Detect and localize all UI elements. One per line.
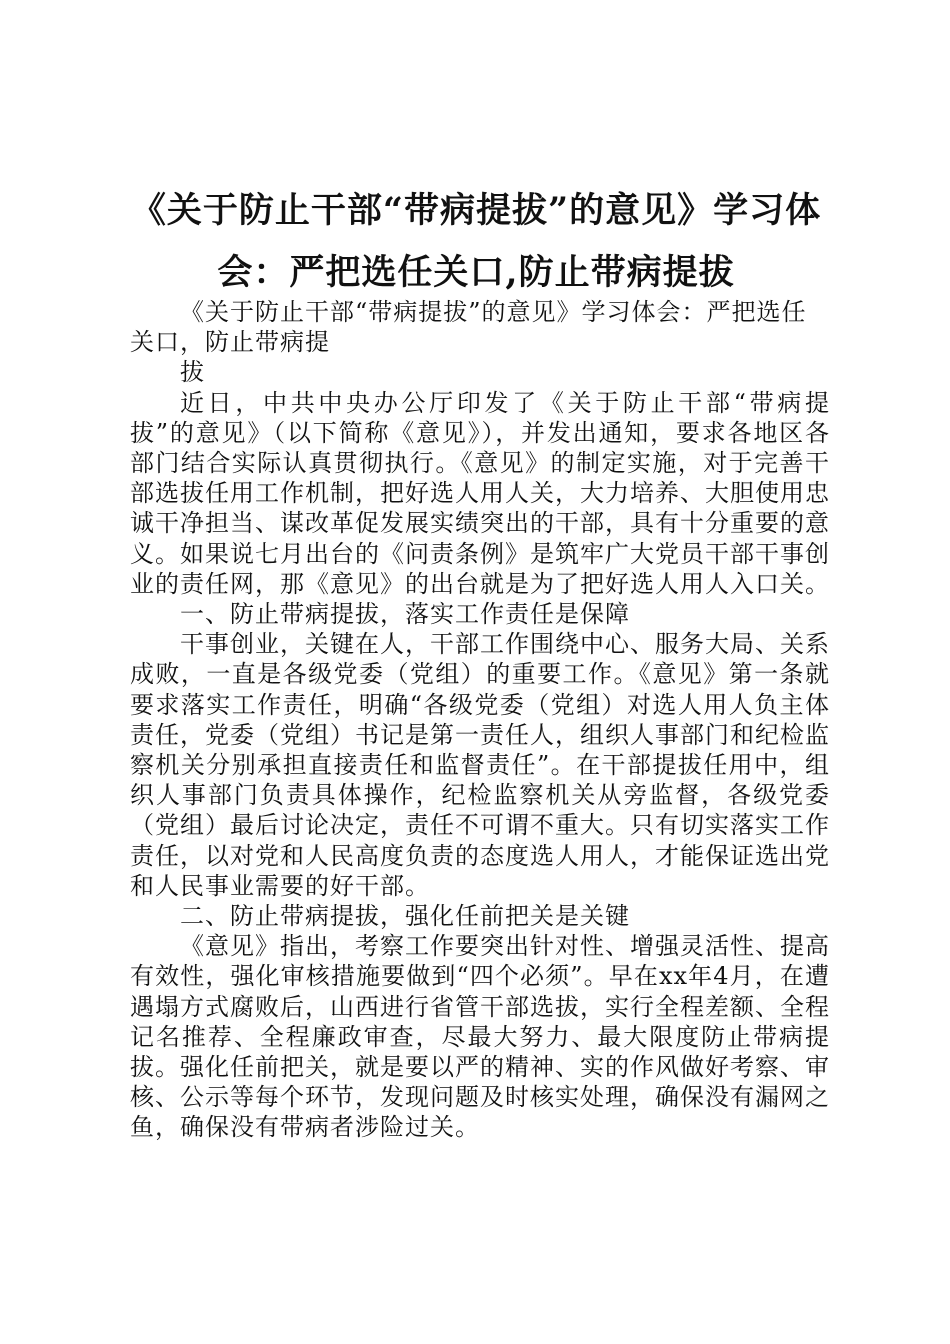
intro-paragraph: 近日，中共中央办公厅印发了《关于防止干部“带病提拔”的意见》（以下简称《意见》），并发出通知，要求各地区各部门结合实际认真贯彻执行。《意见》的制定实施，对于完善干部选拔任用工作机制，把好选人用人关，大力培养、大胆使用忠诚干净担当、谋改革促发展实绩突出的干部，具有十分重要的意义。如果说七月出台的《问责条例》是筑牢广大党员干部干事创业的责任网，那《意见》的出台就是为了把好选人用人入口关。 [130, 388, 830, 598]
section-heading-1: 一、防止带病提拔，落实工作责任是保障 [180, 600, 630, 629]
section-1-paragraph: 干事创业，关键在人，干部工作围绕中心、服务大局、关系成败，一直是各级党委（党组）的重要工作。《意见》第一条就要求落实工作责任，明确“各级党委（党组）对选人用人负主体责任，党委（党组）书记是第一责任人，组织人事部门和纪检监察机关分别承担直接责任和监督责任”。在干部提拔任用中，组织人事部门负责具体操作，纪检监察机关从旁监督，各级党委（党组）最后讨论决定，责任不可谓不重大。只有切实落实工作责任，以对党和人民高度负责的态度选人用人，才能保证选出党和人民事业需要的好干部。 [130, 630, 830, 900]
section-2-paragraph: 《意见》指出，考察工作要突出针对性、增强灵活性、提高有效性，强化审核措施要做到“四个必须”。早在xx年4月，在遭遇塌方式腐败后，山西进行省管干部选拔，实行全程差额、全程记名推荐、全程廉政审查，尽最大努力、最大限度防止带病提拔。强化任前把关，就是要以严的精神、实的作风做好考察、审核、公示等每个环节，发现问题及时核实处理，确保没有漏网之鱼，确保没有带病者涉险过关。 [130, 932, 830, 1142]
document-title: 《关于防止干部“带病提拔”的意见》学习体会：严把选任关口,防止带病提拔 [130, 190, 822, 293]
subtitle-paragraph: 《关于防止干部“带病提拔”的意见》学习体会：严把选任关口，防止带病提 [130, 298, 807, 357]
section-heading-2: 二、防止带病提拔，强化任前把关是关键 [180, 902, 630, 931]
document-body [130, 297, 830, 1143]
subtitle-continuation: 拔 [180, 358, 205, 387]
